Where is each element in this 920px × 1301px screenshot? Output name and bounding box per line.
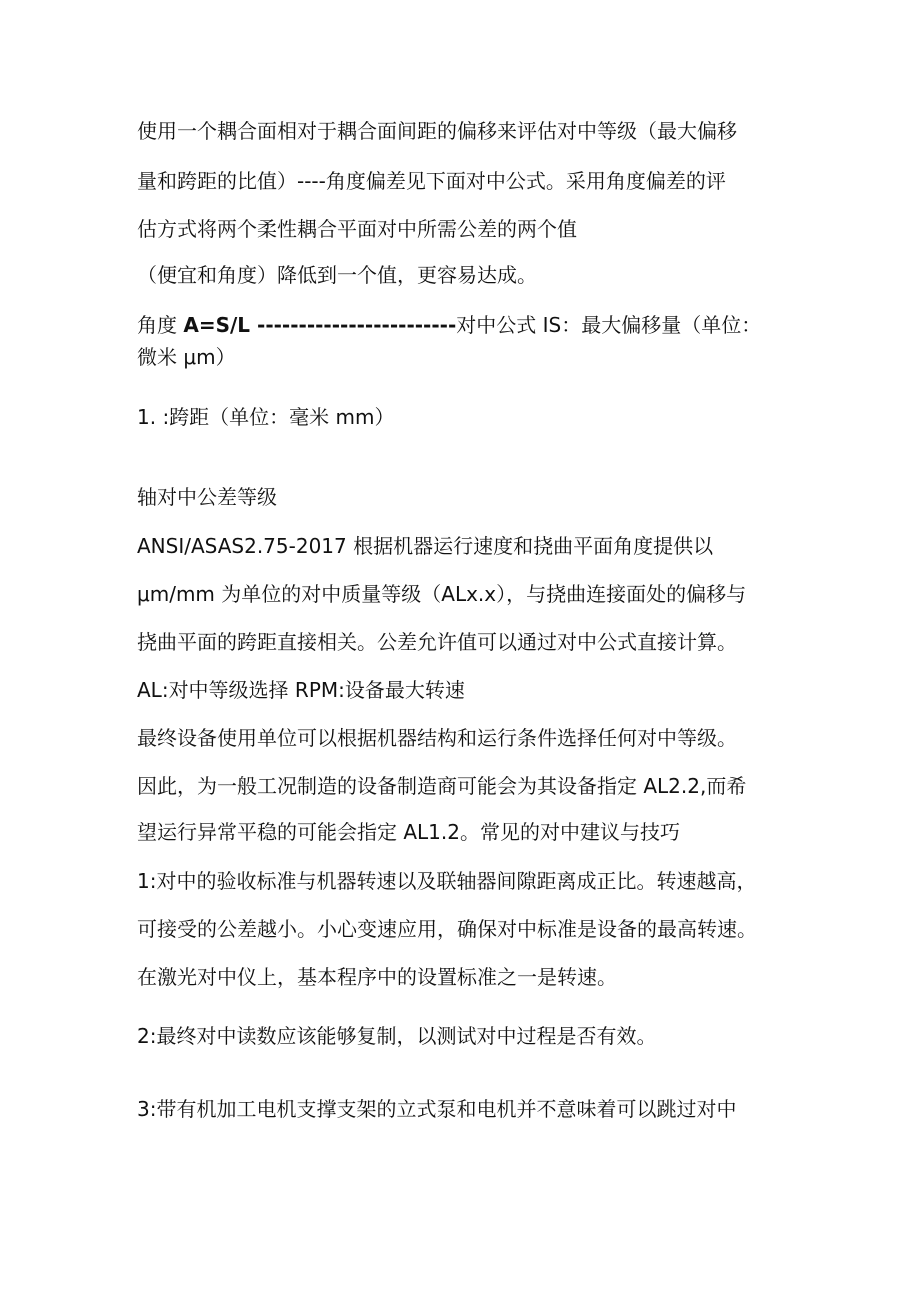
formula-line: [137, 311, 761, 339]
paragraph-line: 量和跨距的比值）----角度偏差见下面对中公式。采用角度偏差的评: [137, 169, 726, 193]
paragraph-line: 因此，为一般工况制造的设备制造商可能会为其设备指定 AL2.2,而希: [137, 774, 747, 798]
paragraph-line: 1. :跨距（单位：毫米 mm）: [137, 405, 395, 429]
paragraph-line: 最终设备使用单位可以根据机器结构和运行条件选择任何对中等级。: [137, 726, 737, 750]
paragraph-line: 在激光对中仪上，基本程序中的设置标准之一是转速。: [137, 965, 617, 989]
section-heading: 轴对中公差等级: [137, 485, 277, 509]
paragraph-line: 使用一个耦合面相对于耦合面间距的偏移来评估对中等级（最大偏移: [137, 119, 737, 143]
paragraph-line: 可接受的公差越小。小心变速应用，确保对中标准是设备的最高转速。: [137, 917, 757, 941]
paragraph-line: 挠曲平面的跨距直接相关。公差允许值可以通过对中公式直接计算。: [137, 630, 737, 654]
formula-dashes: ------------------------: [250, 313, 457, 337]
paragraph-line: （便宜和角度）降低到一个值，更容易达成。: [137, 263, 537, 287]
paragraph-line: 3:带有机加工电机支撑支架的立式泵和电机并不意味着可以跳过对中: [137, 1097, 737, 1121]
paragraph-line: 2:最终对中读数应该能够复制，以测试对中过程是否有效。: [137, 1024, 657, 1048]
paragraph-line: 1:对中的验收标准与机器转速以及联轴器间隙距离成正比。转速越高，: [137, 869, 757, 893]
paragraph-line: μm/mm 为单位的对中质量等级（ALx.x），与挠曲连接面处的偏移与: [137, 582, 747, 606]
formula-prefix: 角度: [137, 313, 184, 337]
formula-expression: A=S/L: [183, 313, 251, 337]
paragraph-line: ANSI/ASAS2.75-2017 根据机器运行速度和挠曲平面角度提供以: [137, 534, 714, 558]
paragraph-line: 估方式将两个柔性耦合平面对中所需公差的两个值: [137, 217, 577, 241]
paragraph-line: 望运行异常平稳的可能会指定 AL1.2。常见的对中建议与技巧: [137, 820, 680, 844]
formula-suffix: 对中公式 IS：最大偏移量（单位：: [456, 313, 762, 337]
paragraph-line: AL:对中等级选择 RPM:设备最大转速: [137, 678, 465, 702]
paragraph-line: 微米 μm）: [137, 345, 236, 369]
